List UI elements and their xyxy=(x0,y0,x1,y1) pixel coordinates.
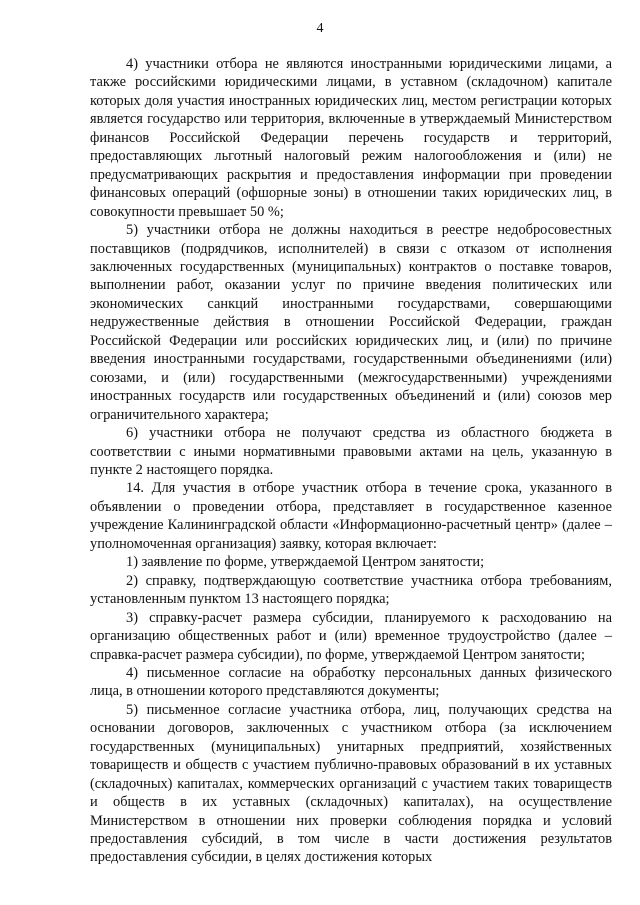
paragraph-item-4: 4) участники отбора не являются иностранными юридическими лицами, а также российскими юридическими лицами, в уставном (складочном) капитале которых доля участия иностранных юридических лиц, местом регистрации которых является государство или территория, включенные в утверждаемый Министерством финансов Российской Федерации перечень государств и территорий, предоставляющих льготный налоговый режим налогообложения и (или) не предусматривающих раскрытия и предоставления информации при проведении финансовых операций (офшорные зоны) в отношении таких юридических лиц, в совокупности превышает 50 %; xyxy=(90,56,612,220)
paragraph-section-14: 14. Для участия в отборе участник отбора в течение срока, указанного в объявлении о проведении отбора, представляет в государственное казенное учреждение Калининградской области «Информационно-расчетный центр» (далее – уполномоченная организация) заявку, которая включает: xyxy=(90,480,612,552)
page-number: 4 xyxy=(316,21,324,36)
paragraph-subitem-3: 3) справку-расчет размера субсидии, планируемого к расходованию на организацию общественных работ и (или) временное трудоустройство (далее – справка-расчет размера субсидии), по форме, утверждаемой Центром занятости; xyxy=(90,609,612,663)
document-body xyxy=(90,55,612,867)
paragraph-subitem-5: 5) письменное согласие участника отбора, лиц, получающих средства на основании договоров, заключенных с участником отбора (за исключением государственных (муниципальных) унитарных предприятий, хозяйственных товариществ и обществ с участием публично-правовых образований в их уставных (складочных) капиталах, коммерческих организаций с участием таких товариществ и обществ в их уставных (складочных) капиталах), на осуществление Министерством в отношении них проверки соблюдения порядка и условий предоставления субсидий, в том числе в части достижения результатов предоставления субсидии, в целях достижения которых xyxy=(90,701,612,866)
paragraph-item-5: 5) участники отбора не должны находиться в реестре недобросовестных поставщиков (подрядчиков, исполнителей) в связи с отказом от исполнения заключенных государственных (муниципальных) контрактов о поставке товаров, выполнении работ, оказании услуг по причине введения политических или экономических санкций иностранными государствами, совершающими недружественные действия в отношении Российской Федерации, граждан Российской Федерации или российских юридических лиц, и (или) по причине введения иностранными государствами, государственными объединениями (или) союзами, и (или) государственными (межгосударственными) учреждениями иностранных государств или государственных объединений и (или) союзов мер ограничительного характера; xyxy=(90,222,612,423)
paragraph-item-6: 6) участники отбора не получают средства из областного бюджета в соответствии с иными нормативными правовыми актами на цель, указанную в пункте 2 настоящего порядка. xyxy=(90,425,612,478)
paragraph-subitem-2: 2) справку, подтверждающую соответствие участника отбора требованиям, установленным пунктом 13 настоящего порядка; xyxy=(90,572,612,608)
paragraph-subitem-4: 4) письменное согласие на обработку персональных данных физического лица, в отношении которого представляются документы; xyxy=(90,664,612,700)
paragraph-subitem-1: 1) заявление по форме, утверждаемой Центром занятости; xyxy=(126,554,485,571)
